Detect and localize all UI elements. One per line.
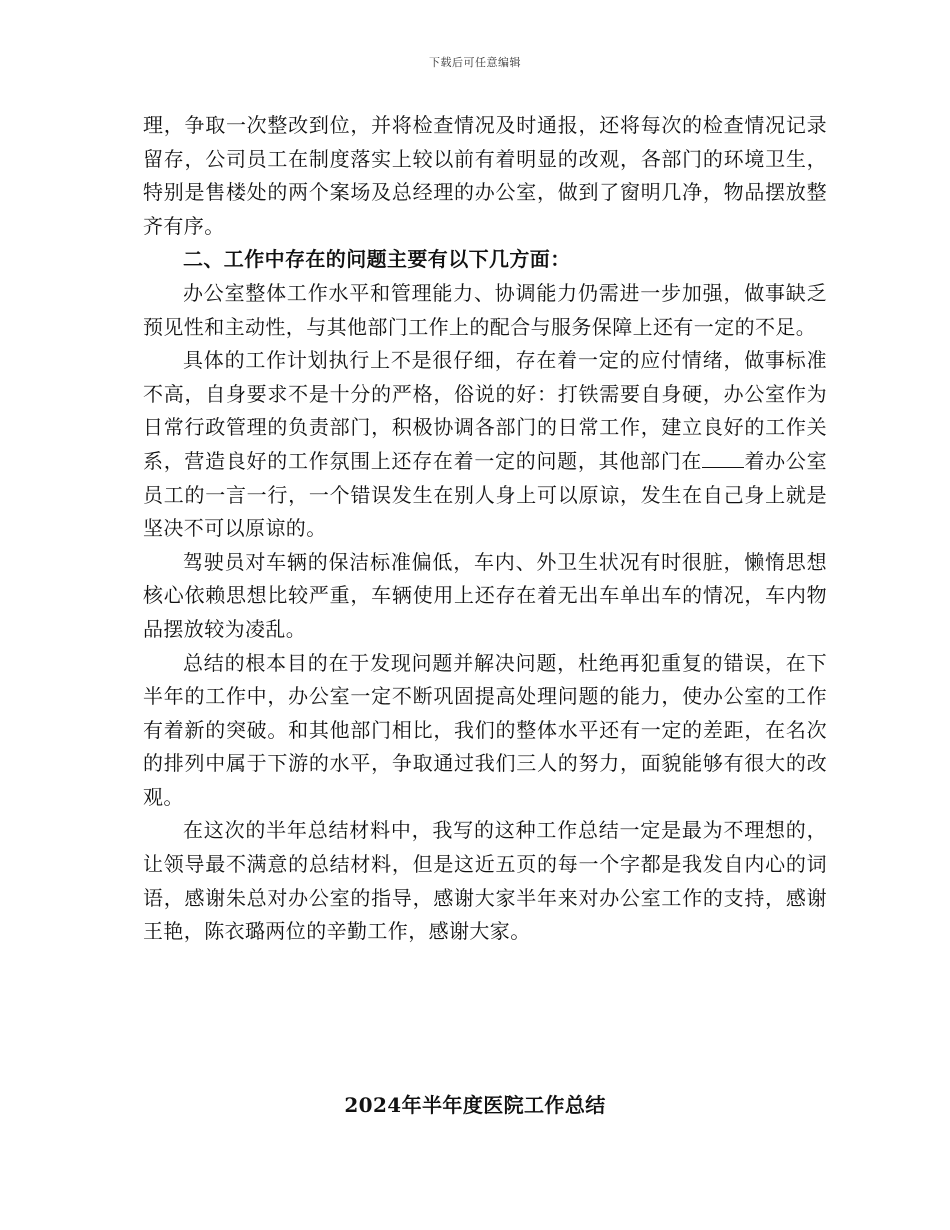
paragraph-thanks: 在这次的半年总结材料中，我写的这种工作总结一定是最为不理想的，让领导最不满意的总结材料，但是这近五页的每一个字都是我发自内心的词语，感谢朱总对办公室的指导，感谢大家半年来对办公室工作的支持，感谢王艳，陈衣璐两位的辛勤工作，感谢大家。 bbox=[143, 818, 827, 944]
paragraph-work-plan bbox=[143, 344, 827, 546]
paragraph-continuation: 理，争取一次整改到位，并将检查情况及时通报，还将每次的检查情况记录留存，公司员工在制度落实上较以前有着明显的改观，各部门的环境卫生，特别是售楼处的两个案场及总经理的办公室，做到了窗明几净，物品摆放整齐有序。 bbox=[143, 113, 827, 238]
section-heading: 二、工作中存在的问题主要有以下几方面： bbox=[183, 247, 571, 272]
blank-underline bbox=[702, 449, 744, 468]
paragraph-office-level: 办公室整体工作水平和管理能力、协调能力仍需进一步加强，做事缺乏预见性和主动性，与其他部门工作上的配合与服务保障上还有一定的不足。 bbox=[143, 280, 827, 339]
document-body bbox=[143, 109, 827, 949]
paragraph-work-plan-part1: 具体的工作计划执行上不是很仔细，存在着一定的应付情绪，做事标准不高，自身要求不是十分的严格，俗说的好：打铁需要自身硬，办公室作为日常行政管理的负责部门，积极协调各部门的日常工作，建立良好的工作关系，营造良好的工作氛围上还存在着一定的问题，其他部门在 bbox=[143, 348, 827, 473]
paragraph-drivers: 驾驶员对车辆的保洁标准偏低，车内、外卫生状况有时很脏，懒惰思想核心依赖思想比较严重，车辆使用上还存在着无出车单出车的情况，车内物品摆放较为凌乱。 bbox=[143, 549, 827, 641]
next-document-title: 2024年半年度医院工作总结 bbox=[344, 1093, 606, 1117]
header-note: 下载后可任意编辑 bbox=[429, 56, 521, 69]
paragraph-summary-purpose: 总结的根本目的在于发现问题并解决问题，杜绝再犯重复的错误，在下半年的工作中，办公室一定不断巩固提高处理问题的能力，使办公室的工作有着新的突破。和其他部门相比，我们的整体水平还有一定的差距，在名次的排列中属于下游的水平，争取通过我们三人的努力，面貌能够有很大的改观。 bbox=[143, 650, 827, 809]
paragraph-work-plan-part2: 着办公室员工的一言一行，一个错误发生在别人身上可以原谅，发生在自己身上就是坚决不可以原谅的。 bbox=[143, 448, 827, 541]
